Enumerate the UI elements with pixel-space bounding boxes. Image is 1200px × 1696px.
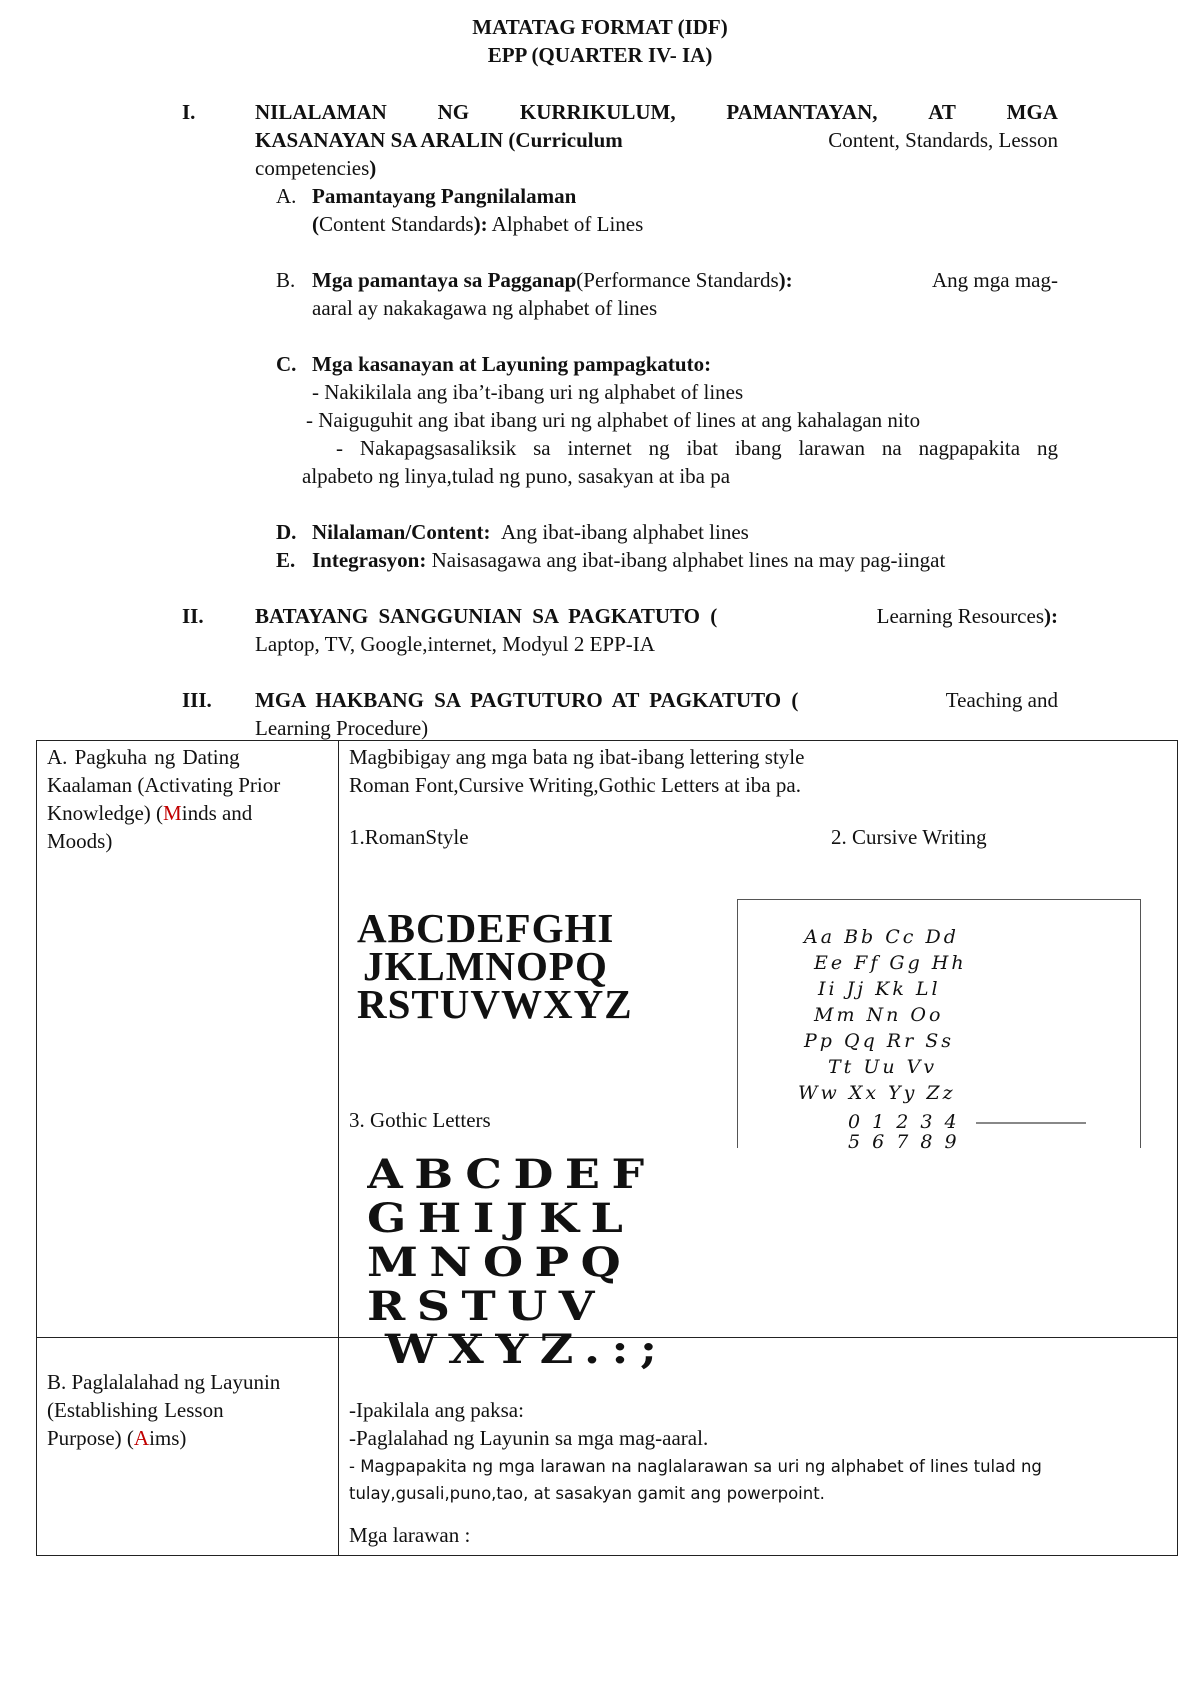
- item-a-letter: A.: [276, 184, 297, 208]
- paren: ):: [778, 268, 793, 292]
- caption-line: [976, 1122, 1086, 1124]
- item-d-title: Nilalaman/Content:: [312, 520, 491, 544]
- section-3-label1: Teaching and: [945, 688, 1058, 712]
- gothic-letters-label: 3. Gothic Letters: [349, 1108, 491, 1132]
- list-item: - Nakikilala ang iba’t-ibang uri ng alphabet of lines: [312, 380, 744, 404]
- content-standards-label: Content Standards: [319, 212, 474, 236]
- text: Knowledge) (: [47, 801, 164, 825]
- roman-row: ABCDEFGHI: [357, 905, 615, 951]
- cursive-row: Ww Xx Yy Zz: [798, 1082, 956, 1104]
- item-e-title: Integrasyon:: [312, 548, 427, 572]
- document-subtitle: EPP (QUARTER IV- IA): [487, 43, 713, 67]
- paren: ):: [473, 212, 488, 236]
- item-e-value: Naisasagawa ang ibat-ibang alphabet lines na may pag-iingat: [431, 548, 946, 572]
- gothic-row: WXYZ.:;: [385, 1326, 669, 1373]
- section-2-heading: [255, 604, 1058, 629]
- gothic-sample: [367, 1153, 747, 1329]
- gothic-row: GHIJKL: [367, 1195, 635, 1242]
- item-d-value: Ang ibat-ibang alphabet lines: [501, 520, 749, 544]
- text: ims): [149, 1426, 187, 1450]
- section-1-numeral: I.: [182, 100, 196, 124]
- item-c-title: Mga kasanayan at Layuning pampagkatuto:: [312, 352, 712, 376]
- row-b-item: -Ipakilala ang paksa:: [349, 1398, 524, 1422]
- section-2-heading-bold: BATAYANG SANGGUNIAN SA PAGKATUTO (: [255, 604, 718, 628]
- row-a-label-line: Kaalaman (Activating Prior: [47, 773, 281, 797]
- row-b-label-line: (Establishing Lesson: [47, 1398, 224, 1422]
- cursive-row: Pp Qq Rr Ss: [804, 1030, 954, 1052]
- section-2-numeral: II.: [182, 604, 204, 628]
- cursive-writing-label: 2. Cursive Writing: [831, 825, 987, 849]
- paren: ):: [1044, 604, 1058, 628]
- cursive-row: Mm Nn Oo: [814, 1004, 944, 1026]
- row-b-item: - Magpapakita ng mga larawan na naglalarawan sa uri ng alphabet of lines tulad ng: [349, 1457, 1042, 1476]
- cursive-row: Ee Ff Gg Hh: [814, 952, 967, 974]
- row-a-label-cell: [37, 741, 339, 1338]
- roman-font-sample: [357, 905, 633, 1027]
- section-1-heading-line2: [255, 128, 1058, 153]
- list-item: alpabeto ng linya,tulad ng puno, sasakyan at iba pa: [302, 464, 731, 488]
- learning-resources-label: Learning Resources: [876, 604, 1044, 628]
- list-item: - Naiguguhit ang ibat ibang uri ng alphabet of lines at ang kahalagan nito: [306, 408, 921, 432]
- roman-row: JKLMNOPQ: [363, 943, 608, 989]
- cursive-row: Ii Jj Kk Ll: [818, 978, 941, 1000]
- mnemonic-letter: A: [133, 1426, 150, 1450]
- row-a-label-line: A. Pagkuha ng Dating: [47, 745, 240, 769]
- text: inds and: [181, 801, 253, 825]
- roman-row: RSTUVWXYZ: [357, 981, 633, 1027]
- row-b-item: Mga larawan :: [349, 1523, 471, 1547]
- paren: (: [312, 212, 319, 236]
- heading-word: NILALAMAN: [255, 100, 387, 124]
- gothic-row: MNOPQ: [367, 1239, 633, 1286]
- section-3-numeral: III.: [182, 688, 212, 712]
- heading-bold-part: KASANAYAN SA ARALIN (Curriculum: [255, 128, 623, 152]
- cursive-writing-image: [737, 899, 1141, 1153]
- list-item: - Nakapagsasaliksik sa internet ng ibat ibang larawan na nagpapakita ng: [336, 436, 1058, 460]
- item-d-line: [312, 520, 749, 545]
- heading-word: KURRIKULUM,: [519, 100, 676, 124]
- cursive-row: 0 1 2 3 4: [848, 1111, 960, 1133]
- mnemonic-letter: M: [163, 801, 182, 825]
- content-standards-value: Alphabet of Lines: [491, 212, 644, 236]
- heading-word: NG: [437, 100, 470, 124]
- item-b-line1: [312, 268, 1058, 293]
- row-b-label-cell: [37, 1338, 339, 1556]
- item-b-letter: B.: [276, 268, 296, 292]
- cursive-row: Aa Bb Cc Dd: [804, 926, 959, 948]
- heading-line3-close: ): [369, 156, 377, 180]
- cursive-row: Tt Uu Vv: [828, 1056, 938, 1078]
- row-b-item: -Paglalahad ng Layunin sa mga mag-aaral.: [349, 1426, 709, 1450]
- item-b-title: Mga pamantaya sa Pagganap: [312, 268, 577, 292]
- roman-style-label: 1.RomanStyle: [349, 825, 469, 849]
- row-a-intro: Roman Font,Cursive Writing,Gothic Letters at iba pa.: [349, 773, 801, 797]
- section-1-heading-line1: [255, 100, 1058, 125]
- item-c-letter: C.: [276, 352, 297, 376]
- section-3-label2: Learning Procedure): [255, 716, 429, 740]
- cursive-sample: [798, 924, 967, 1152]
- performance-standards-label: (Performance Standards: [576, 268, 779, 292]
- item-d-letter: D.: [276, 520, 297, 544]
- item-b-value-line2: aaral ay nakakagawa ng alphabet of lines: [312, 296, 658, 320]
- heading-word: PAMANTAYAN,: [726, 100, 878, 124]
- item-b-value-line1: Ang mga mag-: [932, 268, 1058, 292]
- row-b-item: tulay,gusali,puno,tao, at sasakyan gamit ang powerpoint.: [349, 1484, 825, 1503]
- section-3-heading: [255, 688, 1058, 713]
- document-title: MATATAG FORMAT (IDF): [472, 15, 728, 39]
- item-a-title: Pamantayang Pangnilalaman: [312, 184, 577, 208]
- lesson-procedure-table: [36, 740, 1178, 1556]
- section-2-value: Laptop, TV, Google,internet, Modyul 2 EPP-IA: [255, 632, 655, 656]
- item-a-subtitle: [312, 212, 643, 237]
- cursive-row: 5 6 7 8 9: [848, 1131, 960, 1153]
- section-3-heading-bold: MGA HAKBANG SA PAGTUTURO AT PAGKATUTO (: [255, 688, 799, 712]
- row-b-label-line: [47, 1424, 328, 1452]
- text: Purpose) (: [47, 1426, 134, 1450]
- heading-line3-text: competencies: [255, 156, 370, 180]
- row-a-label-line: [47, 799, 328, 827]
- section-1-heading-line3: [255, 156, 376, 181]
- heading-regular-part: Content, Standards, Lesson: [828, 128, 1058, 152]
- row-b-label-line: B. Paglalalahad ng Layunin: [47, 1370, 281, 1394]
- table-row: [37, 741, 1178, 1338]
- gothic-row: RSTUV: [367, 1283, 606, 1330]
- heading-word: MGA: [1006, 100, 1058, 124]
- heading-word: AT: [928, 100, 956, 124]
- row-a-label-line: Moods): [47, 829, 113, 853]
- item-e-line: [312, 548, 945, 573]
- item-e-letter: E.: [276, 548, 296, 572]
- gothic-row: ABCDEF: [367, 1153, 656, 1198]
- gothic-letters-image: [367, 1153, 747, 1333]
- row-a-content-cell: [339, 741, 1178, 1338]
- row-a-intro: Magbibigay ang mga bata ng ibat-ibang lettering style: [349, 745, 805, 769]
